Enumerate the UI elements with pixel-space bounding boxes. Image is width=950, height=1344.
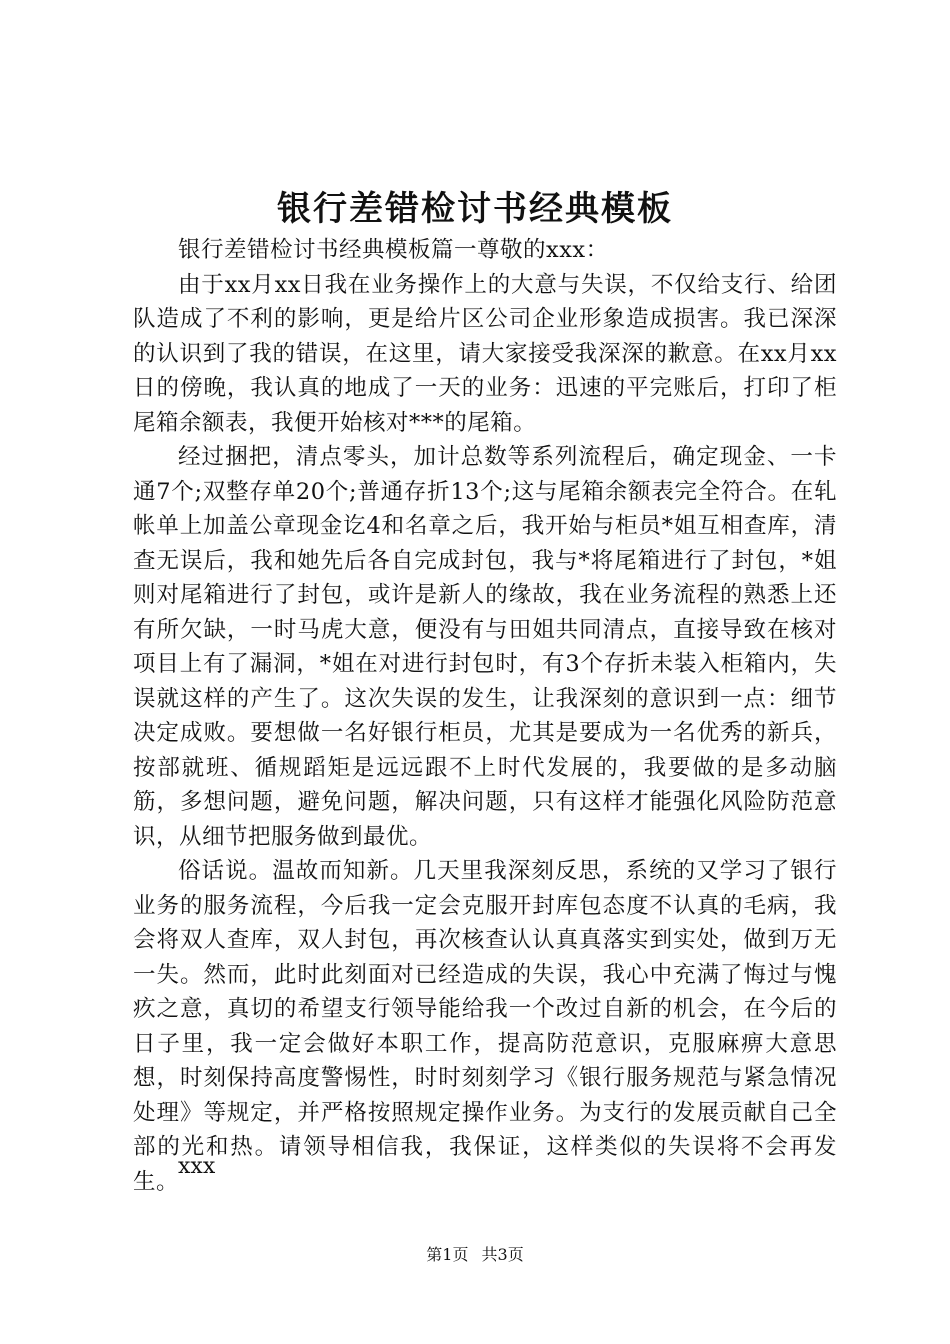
page-total: 共3页 xyxy=(481,1245,524,1264)
body-paragraph: 由于xx月xx日我在业务操作上的大意与失误，不仅给支行、给团队造成了不利的影响，更是给片区公司企业形象造成损害。我已深深的认识到了我的错误，在这里，请大家接受我深深的歉意。在xx月xx日的傍晚，我认真的地成了一天的业务：迅速的平完账后，打印了柜尾箱余额表，我便开始核对***的尾箱。 xyxy=(133,271,837,436)
page-footer xyxy=(0,1244,950,1266)
signature: xxx xyxy=(178,1154,216,1179)
document-title: 银行差错检讨书经典模板 xyxy=(277,189,673,229)
document-body xyxy=(133,233,837,1199)
page-number: 第1页 xyxy=(426,1245,469,1264)
body-paragraph: 俗话说。温故而知新。几天里我深刻反思，系统的又学习了银行业务的服务流程，今后我一定会克服开封库包态度不认真的毛病，我会将双人查库，双人封包，再次核查认认真真落实到实处，做到万无一失。然而，此时此刻面对已经造成的失误，我心中充满了悔过与愧疚之意，真切的希望支行领导能给我一个改过自新的机会，在今后的日子里，我一定会做好本职工作，提高防范意识，克服麻痹大意思想，时刻保持高度警惕性，时时刻刻学习《银行服务规范与紧急情况处理》等规定，并严格按照规定操作业务。为支行的发展贡献自己全部的光和热。请领导相信我，我保证，这样类似的失误将不会再发生。 xyxy=(133,858,837,1195)
salutation-paragraph: 银行差错检讨书经典模板篇一尊敬的xxx： xyxy=(178,237,609,263)
body-paragraph: 经过捆把，清点零头，加计总数等系列流程后，确定现金、一卡通7个;双整存单20个;普通存折13个;这与尾箱余额表完全符合。在轧帐单上加盖公章现金讫4和名章之后，我开始与柜员*姐互相查库，清查无误后，我和她先后各自完成封包，我与*将尾箱进行了封包，*姐则对尾箱进行了封包，或许是新人的缘故，我在业务流程的熟悉上还有所欠缺，一时马虎大意，便没有与田姐共同清点，直接导致在核对项目上有了漏洞，*姐在对进行封包时，有3个存折未装入柜箱内，失误就这样的产生了。这次失误的发生，让我深刻的意识到一点：细节决定成败。要想做一名好银行柜员，尤其是要成为一名优秀的新兵，按部就班、循规蹈矩是远远跟不上时代发展的，我要做的是多动脑筋，多想问题，避免问题，解决问题，只有这样才能强化风险防范意识，从细节把服务做到最优。 xyxy=(133,444,837,850)
